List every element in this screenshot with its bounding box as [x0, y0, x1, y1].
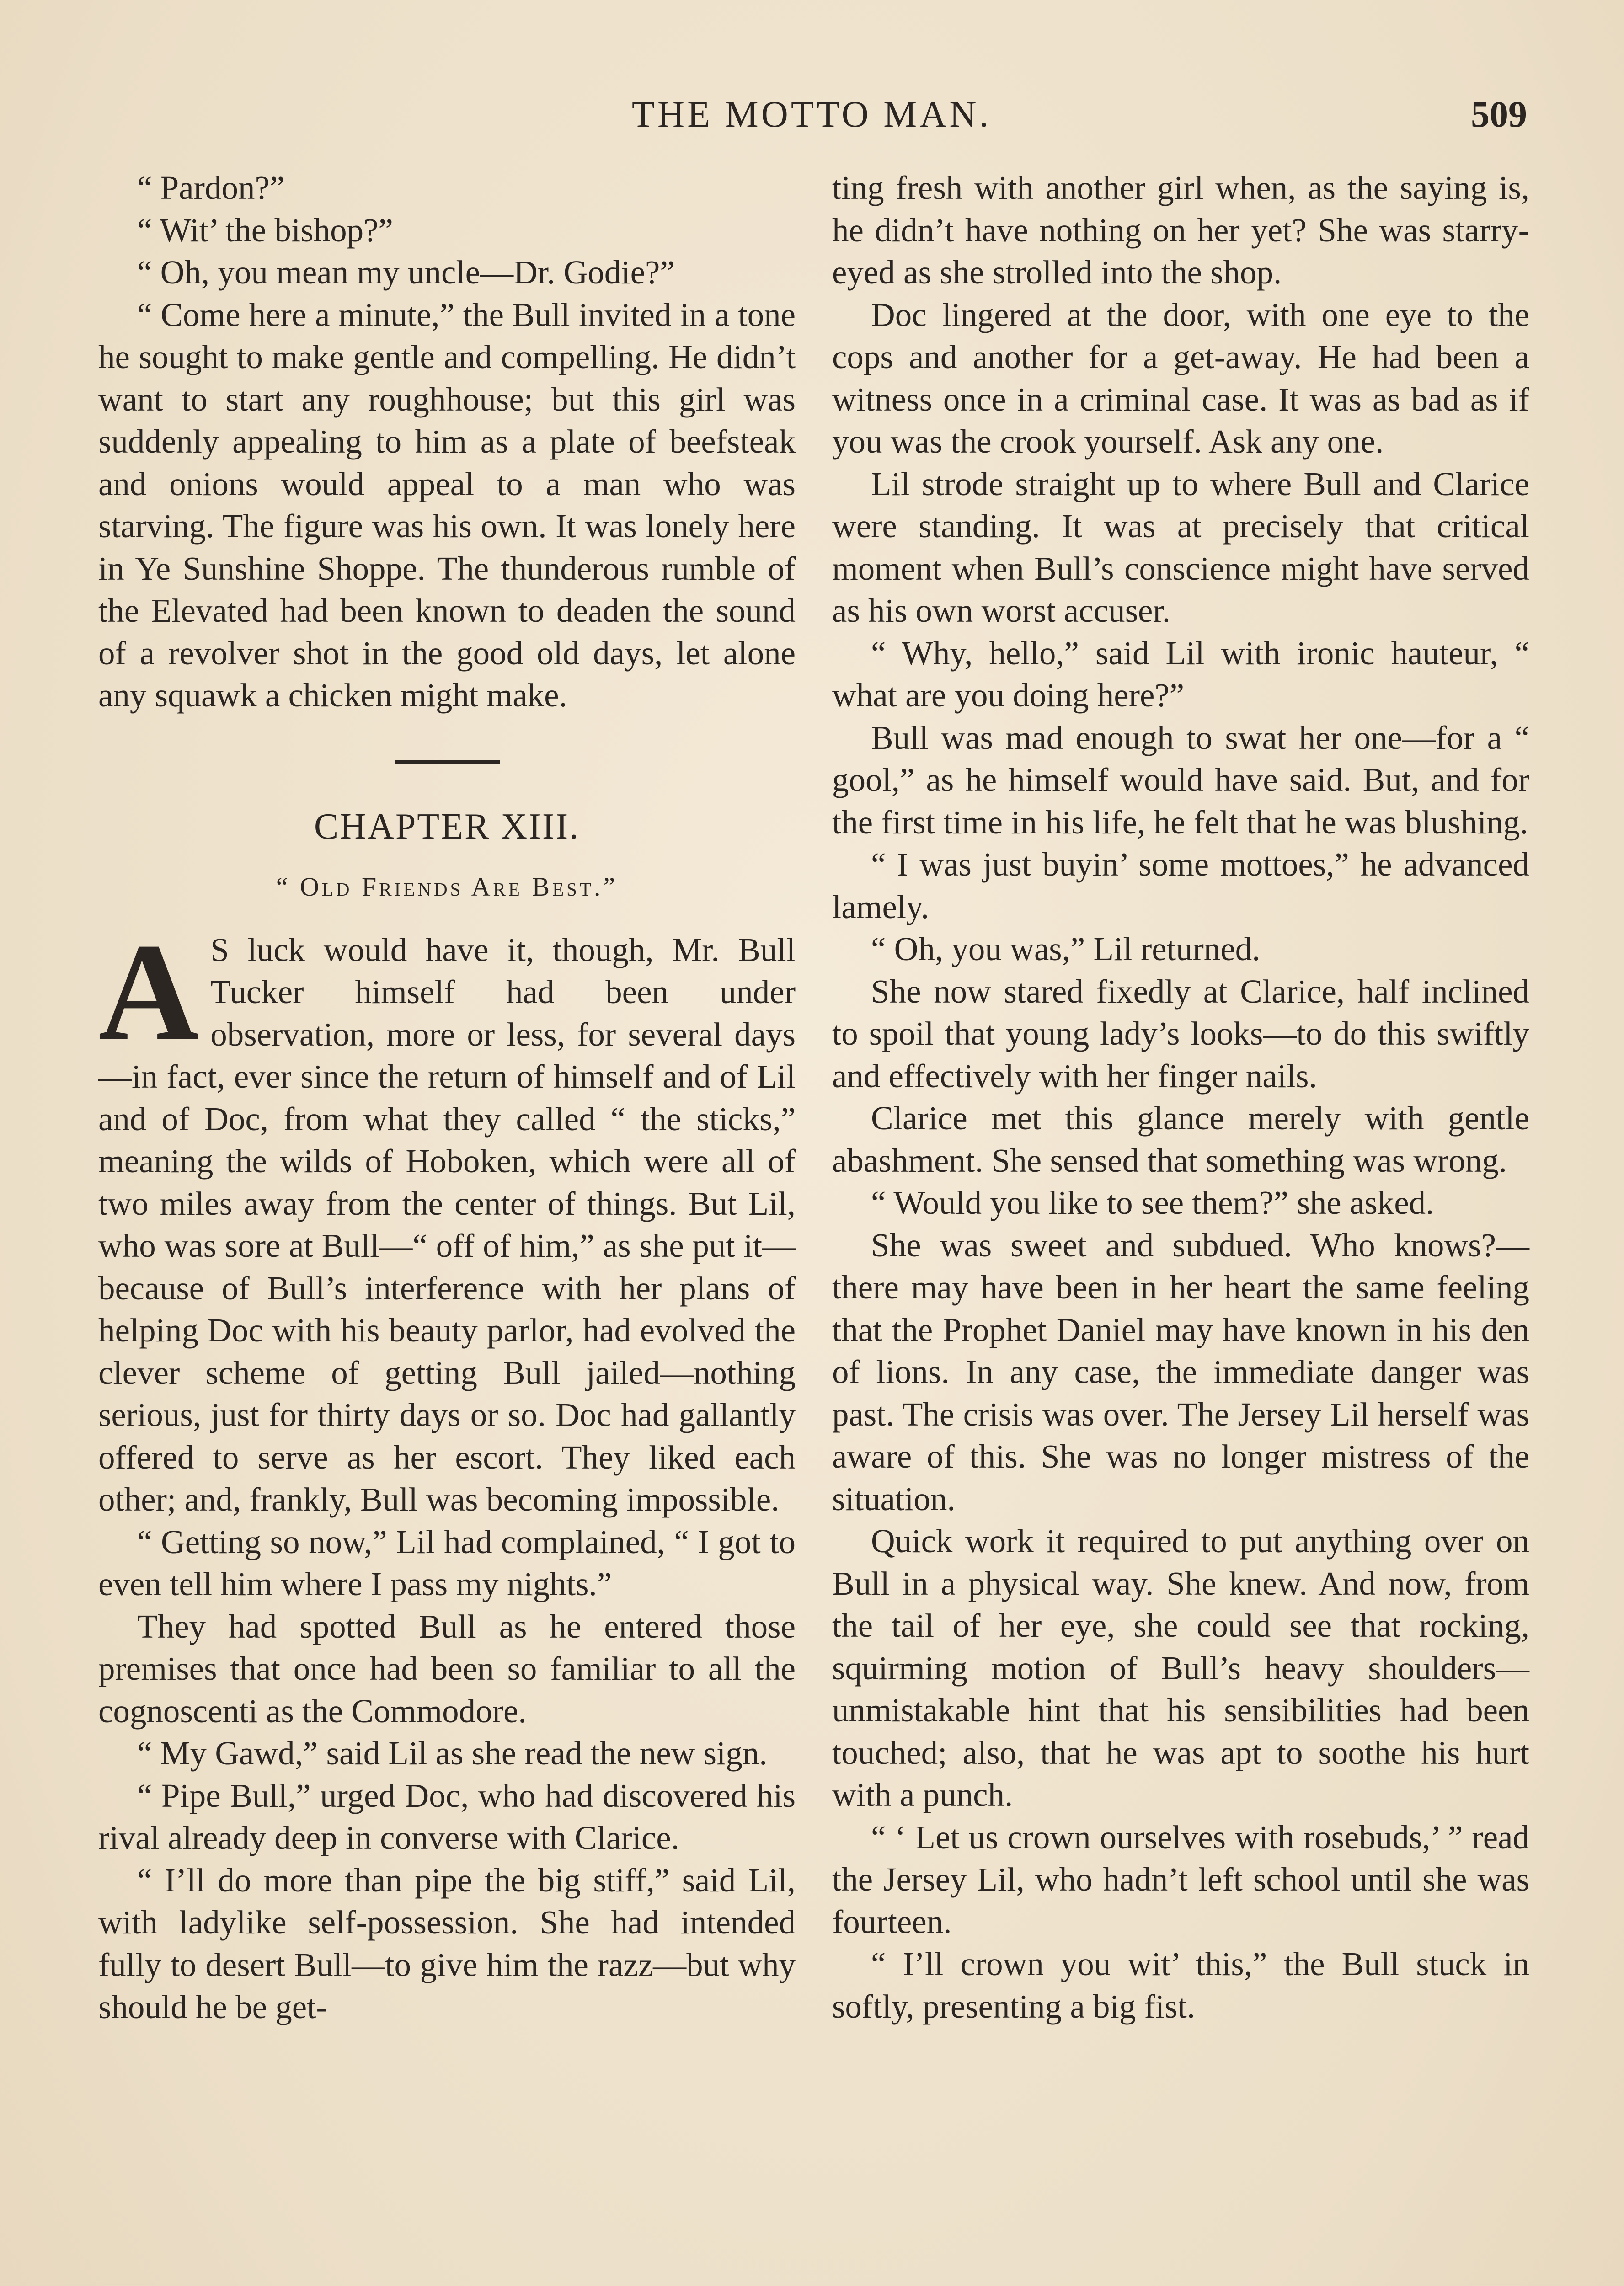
- paragraph: “ Pardon?”: [137, 169, 285, 206]
- paragraph: Bull was mad enough to swat her one—for a “ gool,” as he himself would have said. But, and for the first time in his life, he felt that he was blushing.: [832, 719, 1529, 841]
- section-divider: [395, 760, 500, 764]
- paragraph: “ My Gawd,” said Lil as she read the new sign.: [137, 1735, 768, 1772]
- paragraph: “ Why, hello,” said Lil with ironic hauteur, “ what are you doing here?”: [832, 634, 1529, 714]
- paragraph-text: S luck would have it, though, Mr. Bull Tucker himself had been under observation, more or less, for several days—in fact, ever since the return of himself and of Lil and of Doc, from what they called “ the sticks,” meaning the wilds of Hoboken, which were all of two miles away from the center of things. But Lil, who was sore at Bull—“ off of him,” as she put it—because of Bull’s interference with her plans of helping Doc with his beauty parlor, had evolved the clever scheme of getting Bull jailed—nothing serious, just for thirty days or so. Doc had gallantly offered to serve as her escort. They liked each other; and, frankly, Bull was becoming impossible.: [98, 931, 796, 1518]
- paragraph: “ Would you like to see them?” she asked.: [871, 1184, 1434, 1221]
- left-column: [98, 167, 796, 2029]
- paragraph: “ ‘ Let us crown ourselves with rosebuds,’ ” read the Jersey Lil, who hadn’t left school until she was fourteen.: [832, 1818, 1529, 1940]
- paragraph: “ I was just buyin’ some mottoes,” he advanced lamely.: [832, 846, 1529, 925]
- page-header: [96, 89, 1527, 139]
- paragraph: ting fresh with another girl when, as the saying is, he didn’t have nothing on her yet? She was starry-eyed as she strolled into the shop.: [832, 169, 1529, 291]
- running-title: THE MOTTO MAN.: [631, 93, 992, 135]
- paragraph: They had spotted Bull as he entered those premises that once had been so familiar to all the cognoscenti as the Commodore.: [98, 1608, 796, 1730]
- paragraph: Doc lingered at the door, with one eye to the cops and another for a get-away. He had been a witness once in a criminal case. It was as bad as if you was the crook yourself. Ask any one.: [832, 296, 1529, 460]
- paragraph: “ Pipe Bull,” urged Doc, who had discovered his rival already deep in converse with Clarice.: [98, 1777, 796, 1856]
- paragraph: “ Wit’ the bishop?”: [137, 211, 393, 249]
- drop-cap: A: [98, 914, 199, 1069]
- page-number: 509: [1471, 93, 1527, 135]
- paragraph: Quick work it required to put anything over on Bull in a physical way. She knew. And now, from the tail of her eye, she could see that rocking, squirming motion of Bull’s heavy shoulders—unmistakable hint that his sensibilities had been touched; also, that he was apt to soothe his hurt with a punch.: [832, 1522, 1529, 1813]
- paragraph: “ Getting so now,” Lil had complained, “ I got to even tell him where I pass my nights.”: [98, 1523, 796, 1602]
- paragraph: Clarice met this glance merely with gentle abashment. She sensed that something was wrong.: [832, 1100, 1529, 1179]
- paragraph: “ I’ll crown you wit’ this,” the Bull stuck in softly, presenting a big fist.: [832, 1945, 1529, 2025]
- paragraph: Lil strode straight up to where Bull and Clarice were standing. It was at precisely that critical moment when Bull’s conscience might have served as his own worst accuser.: [832, 465, 1529, 629]
- paragraph: She now stared fixedly at Clarice, half inclined to spoil that young lady’s looks—to do this swiftly and effectively with her finger nails.: [832, 972, 1529, 1095]
- paragraph: She was sweet and subdued. Who knows?—there may have been in her heart the same feeling that the Prophet Daniel may have known in his den of lions. In any case, the immediate danger was past. The crisis was over. The Jersey Lil herself was aware of this. She was no longer mistress of the situation.: [832, 1226, 1529, 1517]
- chapter-heading: CHAPTER XIII.: [314, 806, 580, 847]
- paragraph: “ Oh, you was,” Lil returned.: [871, 930, 1261, 967]
- opening-paragraph: [98, 914, 796, 1521]
- chapter-subtitle: “ Old Friends Are Best.”: [276, 872, 618, 902]
- paragraph: “ I’ll do more than pipe the big stiff,” said Lil, with ladylike self-possession. She had intended fully to desert Bull—to give him the razz—but why should he be get-: [98, 1861, 796, 2025]
- right-column: [832, 167, 1529, 2028]
- paragraph: “ Come here a minute,” the Bull invited in a tone he sought to make gentle and compelling. He didn’t want to start any roughhouse; but this girl was suddenly appealing to him as a plate of beefsteak and onions would appeal to a man who was starving. The figure was his own. It was lonely here in Ye Sunshine Shoppe. The thunderous rumble of the Elevated had been known to deaden the sound of a revolver shot in the good old days, let alone any squawk a chicken might make.: [98, 296, 796, 714]
- paragraph: “ Oh, you mean my uncle—Dr. Godie?”: [137, 254, 675, 291]
